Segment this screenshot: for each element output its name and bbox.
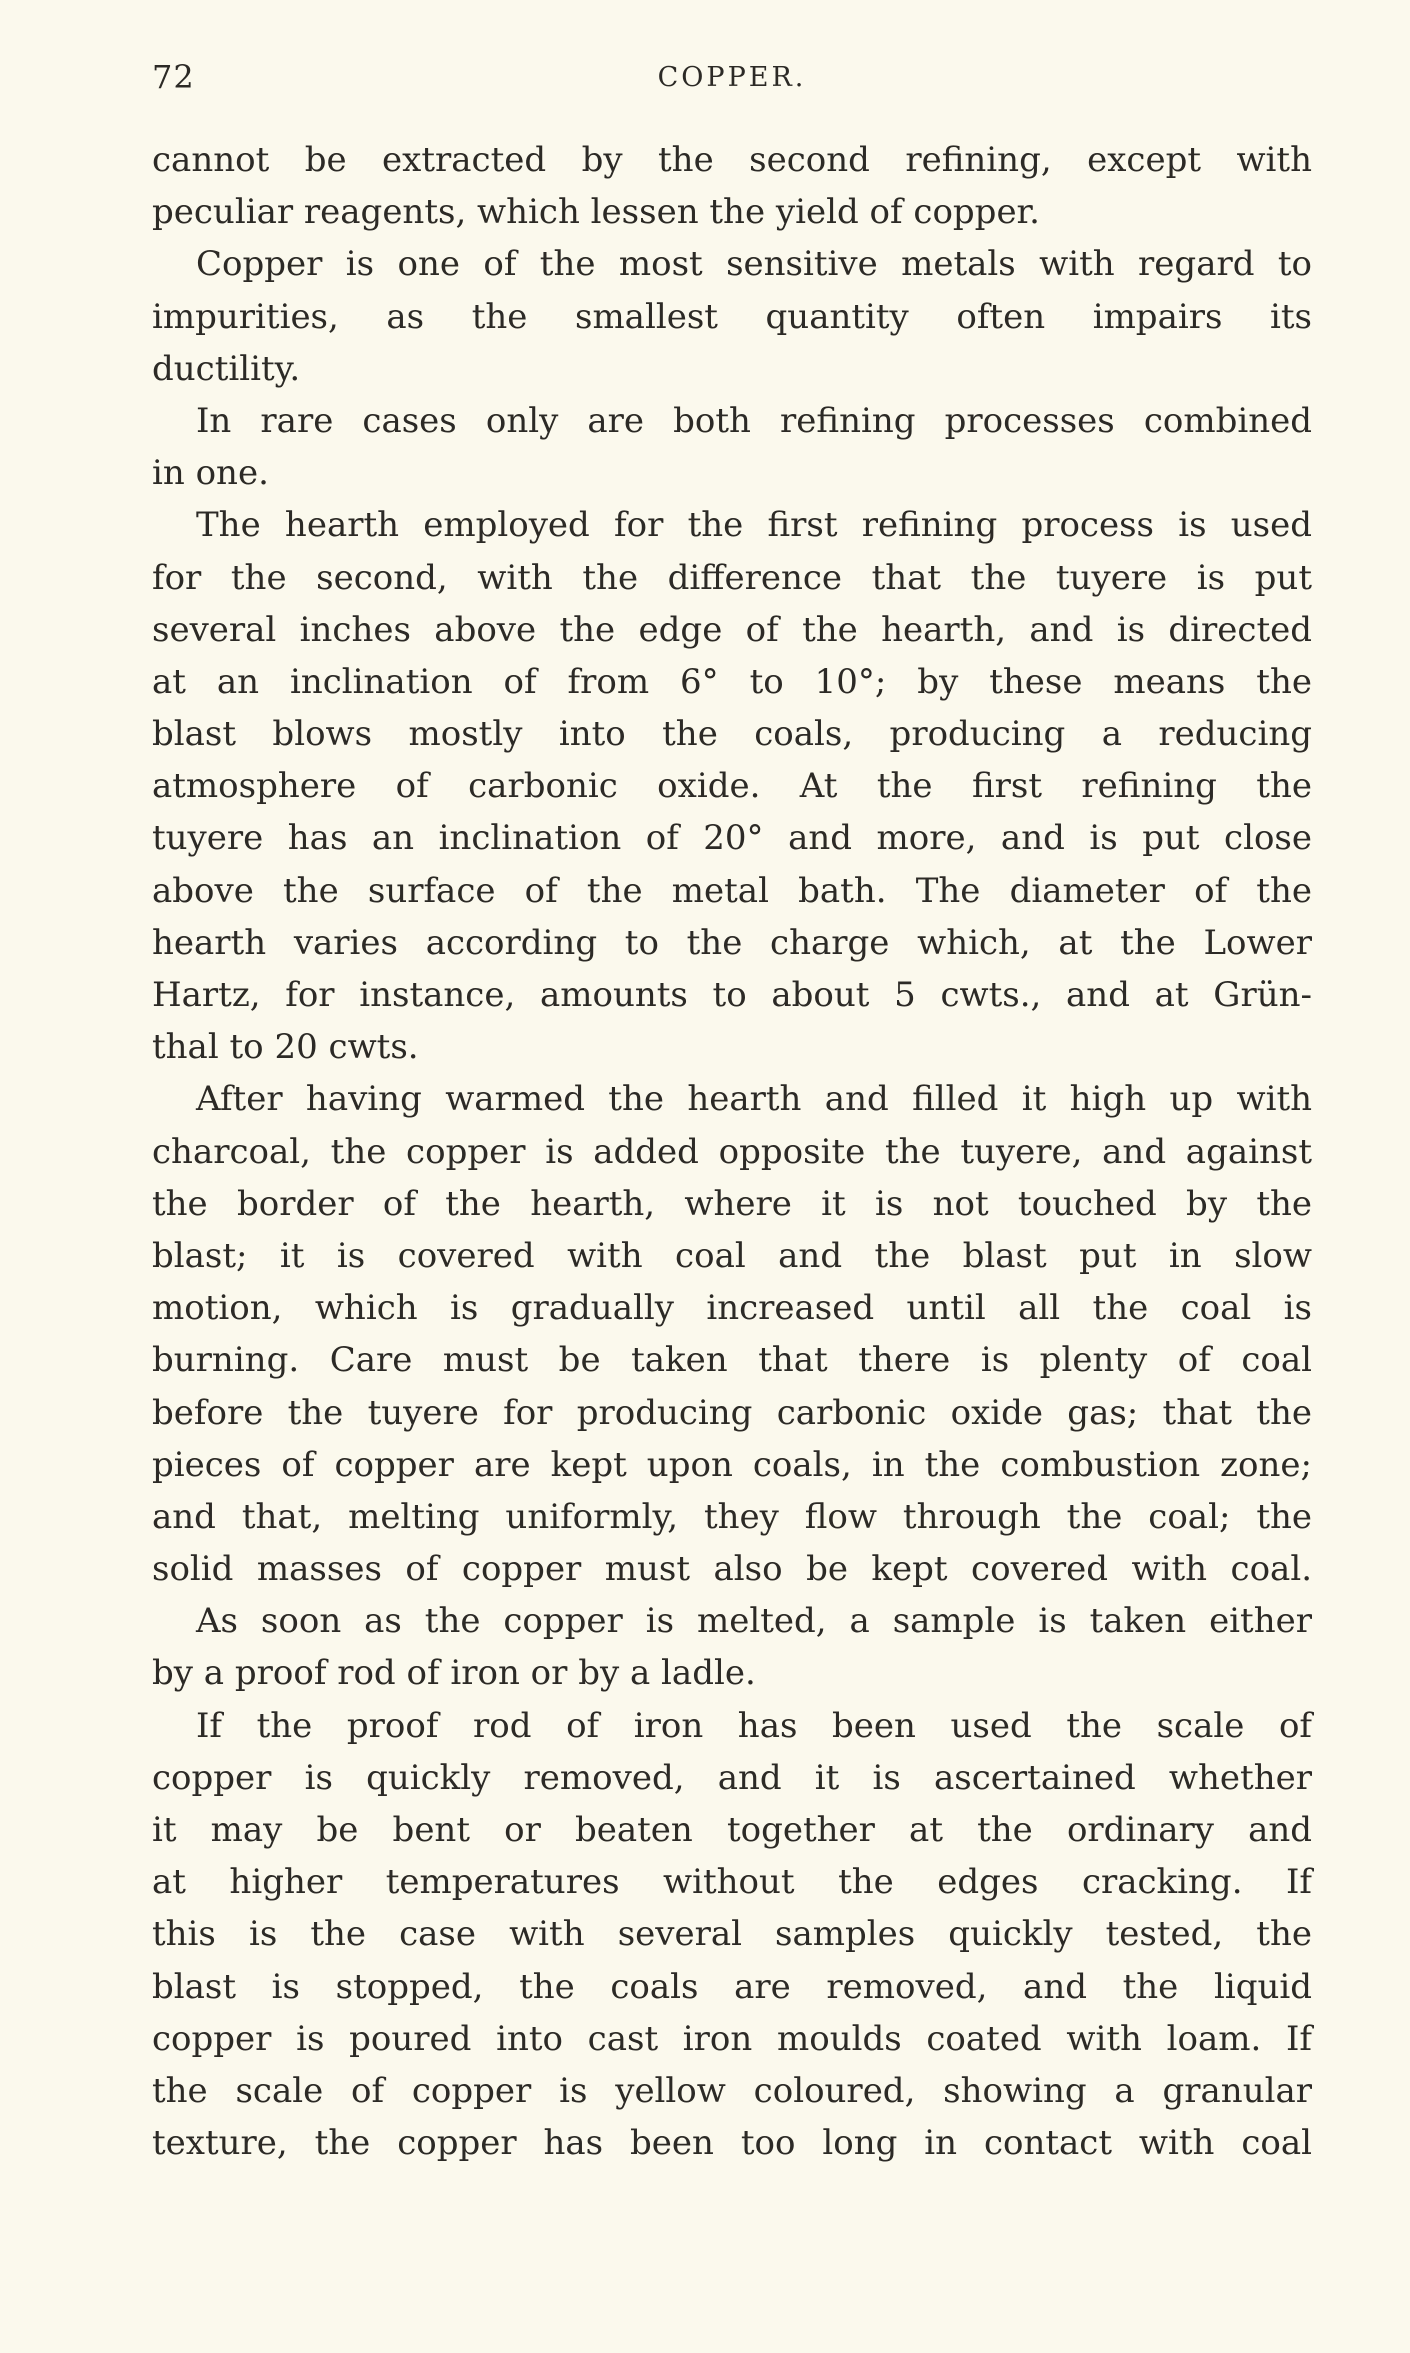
text-line: the border of the hearth, where it is not touched by the (152, 1183, 1312, 1224)
running-head: COPPER. (657, 62, 807, 93)
text-line: at an inclination of from 6° to 10°; by these means the (152, 661, 1312, 702)
text-line: If the proof rod of iron has been used the scale of (196, 1705, 1312, 1746)
page-number: 72 (152, 58, 195, 96)
text-line: this is the case with several samples quickly tested, the (152, 1914, 1312, 1955)
text-line: impurities, as the smallest quantity often impairs its (152, 296, 1312, 337)
text-line: by a proof rod of iron or by a ladle. (152, 1653, 756, 1694)
text-line: tuyere has an inclination of 20° and more, and is put close (152, 818, 1312, 859)
text-line: hearth varies according to the charge which, at the Lower (152, 922, 1312, 963)
text-line: blast; it is covered with coal and the blast put in slow (152, 1235, 1312, 1276)
text-line: texture, the copper has been too long in contact with coal (152, 2123, 1312, 2164)
text-line: the scale of copper is yellow coloured, showing a granular (152, 2070, 1312, 2111)
text-line: charcoal, the copper is added opposite the tuyere, and against (152, 1131, 1312, 1172)
text-line: at higher temperatures without the edges cracking. If (152, 1862, 1312, 1903)
text-line: After having warmed the hearth and filled it high up with (196, 1079, 1312, 1120)
text-line: it may be bent or beaten together at the ordinary and (152, 1810, 1312, 1850)
text-line: several inches above the edge of the hearth, and is directed (152, 609, 1312, 650)
text-line: pieces of copper are kept upon coals, in the combustion zone; (152, 1444, 1312, 1485)
text-line: peculiar reagents, which lessen the yield of copper. (152, 192, 1040, 233)
text-line: and that, melting uniformly, they flow through the coal; the (152, 1496, 1312, 1537)
text-line: thal to 20 cwts. (152, 1027, 419, 1068)
text-line: As soon as the copper is melted, a sample is taken either (196, 1601, 1312, 1642)
text-line: copper is quickly removed, and it is ascertained whether (152, 1757, 1312, 1798)
text-line: Hartz, for instance, amounts to about 5 cwts., and at Grün- (152, 975, 1312, 1015)
text-line: in one. (152, 453, 269, 494)
text-line: cannot be extracted by the second refining, except with (152, 140, 1312, 180)
text-line: blast is stopped, the coals are removed, and the liquid (152, 1966, 1312, 2007)
text-line: ductility. (152, 348, 301, 389)
page-header (152, 58, 1312, 108)
text-line: In rare cases only are both refining processes combined (196, 400, 1312, 441)
text-line: blast blows mostly into the coals, producing a reducing (152, 714, 1312, 755)
body-text (152, 134, 1312, 2169)
text-line: above the surface of the metal bath. The diameter of the (152, 870, 1312, 911)
text-line: before the tuyere for producing carbonic oxide gas; that the (152, 1392, 1312, 1433)
text-line: Copper is one of the most sensitive metals with regard to (196, 244, 1312, 285)
text-line: copper is poured into cast iron moulds coated with loam. If (152, 2018, 1312, 2059)
text-line: solid masses of copper must also be kept covered with coal. (152, 1549, 1312, 1590)
text-line: burning. Care must be taken that there is plenty of coal (152, 1340, 1312, 1381)
text-line: atmosphere of carbonic oxide. At the first refining the (152, 766, 1312, 807)
text-line: for the second, with the difference that the tuyere is put (152, 557, 1312, 598)
text-line: motion, which is gradually increased until all the coal is (152, 1288, 1312, 1329)
text-line: The hearth employed for the first refining process is used (196, 505, 1312, 546)
